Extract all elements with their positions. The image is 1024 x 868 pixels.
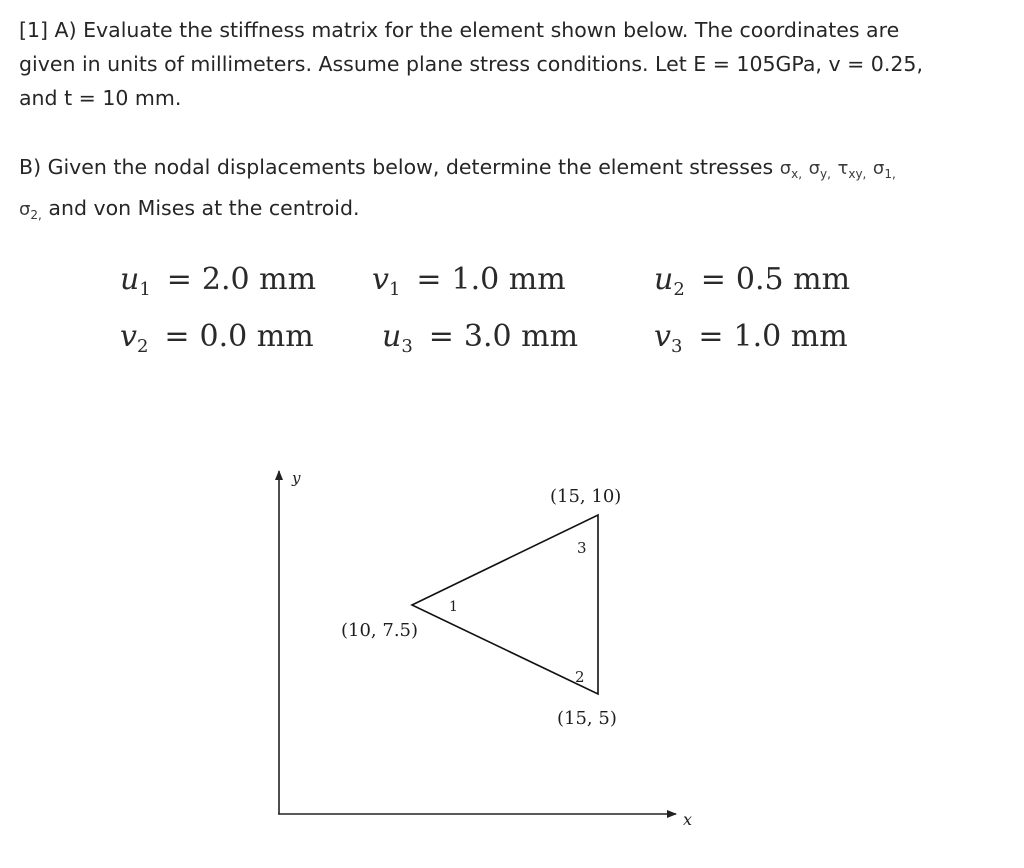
displacement-v3: $v_3 = 1.0$ mm — [654, 319, 848, 357]
displacement-u3: $u_3 = 3.0$ mm — [382, 319, 579, 357]
node-3-coordinates: (15, 10) — [550, 486, 622, 507]
displacement-v1: $v_1 = 1.0$ mm — [372, 262, 566, 300]
tau-xy-symbol: $\tau_{xy,}$ — [837, 158, 867, 181]
part-a-line-3: and t = 10 mm. — [19, 86, 182, 110]
y-axis-label: y — [292, 469, 301, 487]
sigma-1-symbol: $\sigma_{1,}$ — [872, 158, 896, 181]
part-b-line-2-text: and von Mises at the centroid. — [48, 196, 360, 220]
triangle-element — [412, 515, 598, 694]
node-2-coordinates: (15, 5) — [557, 708, 617, 729]
sigma-y-symbol: $\sigma_{y,}$ — [808, 158, 831, 181]
part-a-line-1: [1] A) Evaluate the stiffness matrix for the element shown below. The coordinates are — [19, 18, 900, 42]
node-3-label: 3 — [577, 539, 587, 557]
sigma-x-symbol: $\sigma_{x,}$ — [779, 158, 803, 181]
displacement-u1: $u_1 = 2.0$ mm — [120, 262, 317, 300]
x-axis-label: x — [683, 810, 693, 829]
node-2-label: 2 — [575, 668, 585, 686]
displacement-u2: $u_2 = 0.5$ mm — [654, 262, 851, 300]
node-1-coordinates: (10, 7.5) — [341, 620, 419, 641]
part-b-line-1-text: B) Given the nodal displacements below, determine the element stresses — [19, 155, 774, 179]
node-1-label: 1 — [449, 599, 458, 615]
displacement-v2: $v_2 = 0.0$ mm — [120, 319, 314, 357]
part-a-line-2: given in units of millimeters. Assume plane stress conditions. Let E = 105GPa, v = 0.25, — [19, 52, 923, 76]
sigma-2-symbol: $\sigma_{2,}$ — [19, 199, 42, 222]
